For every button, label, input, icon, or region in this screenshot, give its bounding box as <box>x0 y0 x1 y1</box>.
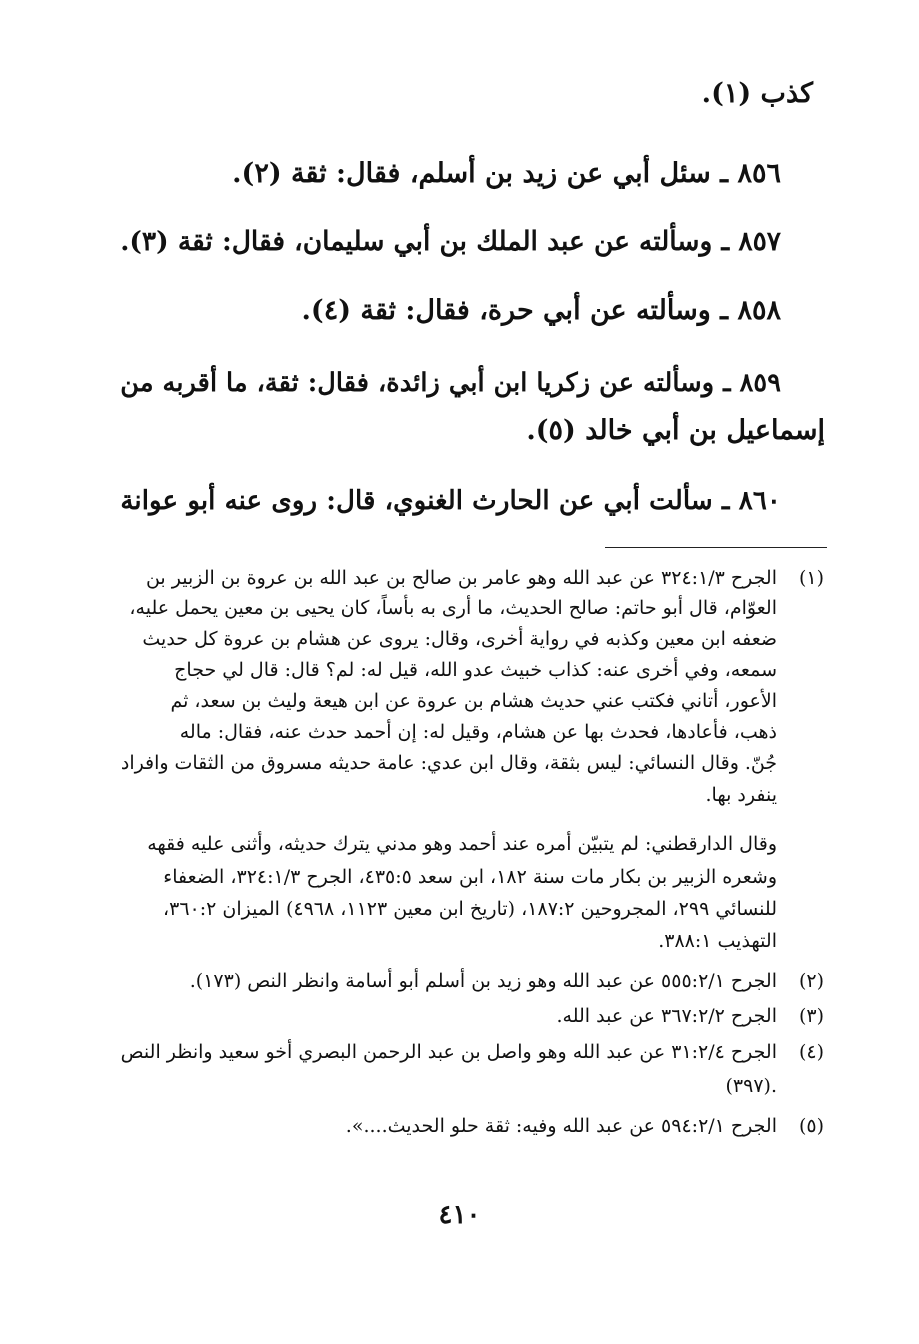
footnote-1-line-11: للنسائي ٢٩٩، المجروحين ١٨٧:٢، (تاريخ ابن معين ١١٢٣، ٤٩٦٨) الميزان ٣٦٠:٢، <box>162 898 777 920</box>
footnote-1-line-8: ينفرد بها. <box>705 784 777 806</box>
page-number: ٤١٠ <box>438 1200 481 1230</box>
footnote-2-text: الجرح ٥٥٥:٢/١ عن عبد الله وهو زيد بن أسلم أبو أسامة وانظر النص (١٧٣). <box>189 970 777 992</box>
footnote-1-line-7: جُنّ. وقال النسائي: ليس بثقة، وقال ابن عدي: عامة حديثه مسروق من الثقات وافراد <box>120 752 777 774</box>
footnote-5-text: الجرح ٥٩٤:٢/١ عن عبد الله وفيه: ثقة حلو الحديث....». <box>345 1115 777 1137</box>
footnote-5-marker: (٥) <box>798 1115 824 1137</box>
footnote-1-line-5: الأعور، أتاني فكتب عني حديث هشام بن عروة عن ابن هيعة وليث بن سعد، ثم <box>170 690 777 712</box>
footnote-1-line-9: وقال الدارقطني: لم يتبيّن أمره عند أحمد وهو مدني يترك حديثه، وأثنى عليه فقهه <box>147 833 777 855</box>
footnote-1-line-3: ضعفه ابن معين وكذبه في رواية أخرى، وقال: يروى عن هشام بن عروة كل حديث <box>142 628 777 650</box>
footnote-1-line-1: الجرح ٣٢٤:١/٣ عن عبد الله وهو عامر بن صالح بن عبد الله بن عروة بن الزبير بن <box>145 567 777 589</box>
footnote-3-text: الجرح ٣٦٧:٢/٢ عن عبد الله. <box>556 1005 777 1027</box>
footnote-1-line-2: العوّام، قال أبو حاتم: صالح الحديث، ما أرى به بأساً، كان يحيى بن معين يحمل عليه، <box>129 597 777 619</box>
footnote-1-marker: (١) <box>798 567 824 589</box>
footnote-4-marker: (٤) <box>798 1041 824 1063</box>
entry-860: ٨٦٠ ـ سألت أبي عن الحارث الغنوي، قال: روى عنه أبو عوانة <box>120 485 781 516</box>
footnote-2-marker: (٢) <box>798 970 824 992</box>
footnote-4-line-1: الجرح ٣١:٢/٤ عن عبد الله وهو واصل بن عبد الرحمن البصري أخو سعيد وانظر النص <box>120 1041 777 1063</box>
footnote-1-line-10: وشعره الزبير بن بكار مات سنة ١٨٢، ابن سعد ٤٣٥:٥، الجرح ٣٢٤:١/٣، الضعفاء <box>163 866 777 888</box>
footnote-separator <box>605 547 827 548</box>
text-line-opening: كذب (١). <box>701 78 813 109</box>
footnote-1-line-6: ذهب، فأعادها، فحدث بها عن هشام، وقيل له: إن أحمد حدث عنه، فقال: ماله <box>179 721 777 743</box>
entry-858: ٨٥٨ ـ وسألته عن أبي حرة، فقال: ثقة (٤). <box>301 295 781 326</box>
footnote-1-line-12: التهذيب ٣٨٨:١. <box>658 930 777 952</box>
entry-857: ٨٥٧ ـ وسألته عن عبد الملك بن أبي سليمان، فقال: ثقة (٣). <box>120 226 781 257</box>
footnote-3-marker: (٣) <box>798 1005 824 1027</box>
entry-859-line-2: إسماعيل بن أبي خالد (٥). <box>526 415 825 446</box>
footnote-4-line-2: (٣٩٧). <box>725 1075 777 1097</box>
entry-856: ٨٥٦ ـ سئل أبي عن زيد بن أسلم، فقال: ثقة (٢). <box>232 158 781 189</box>
footnote-1-line-4: سمعه، وفي أخرى عنه: كذاب خبيث عدو الله، قيل له: لم؟ قال: قال لي حجاج <box>174 659 777 681</box>
entry-859-line-1: ٨٥٩ ـ وسألته عن زكريا ابن أبي زائدة، فقال: ثقة، ما أقربه من <box>120 368 781 398</box>
